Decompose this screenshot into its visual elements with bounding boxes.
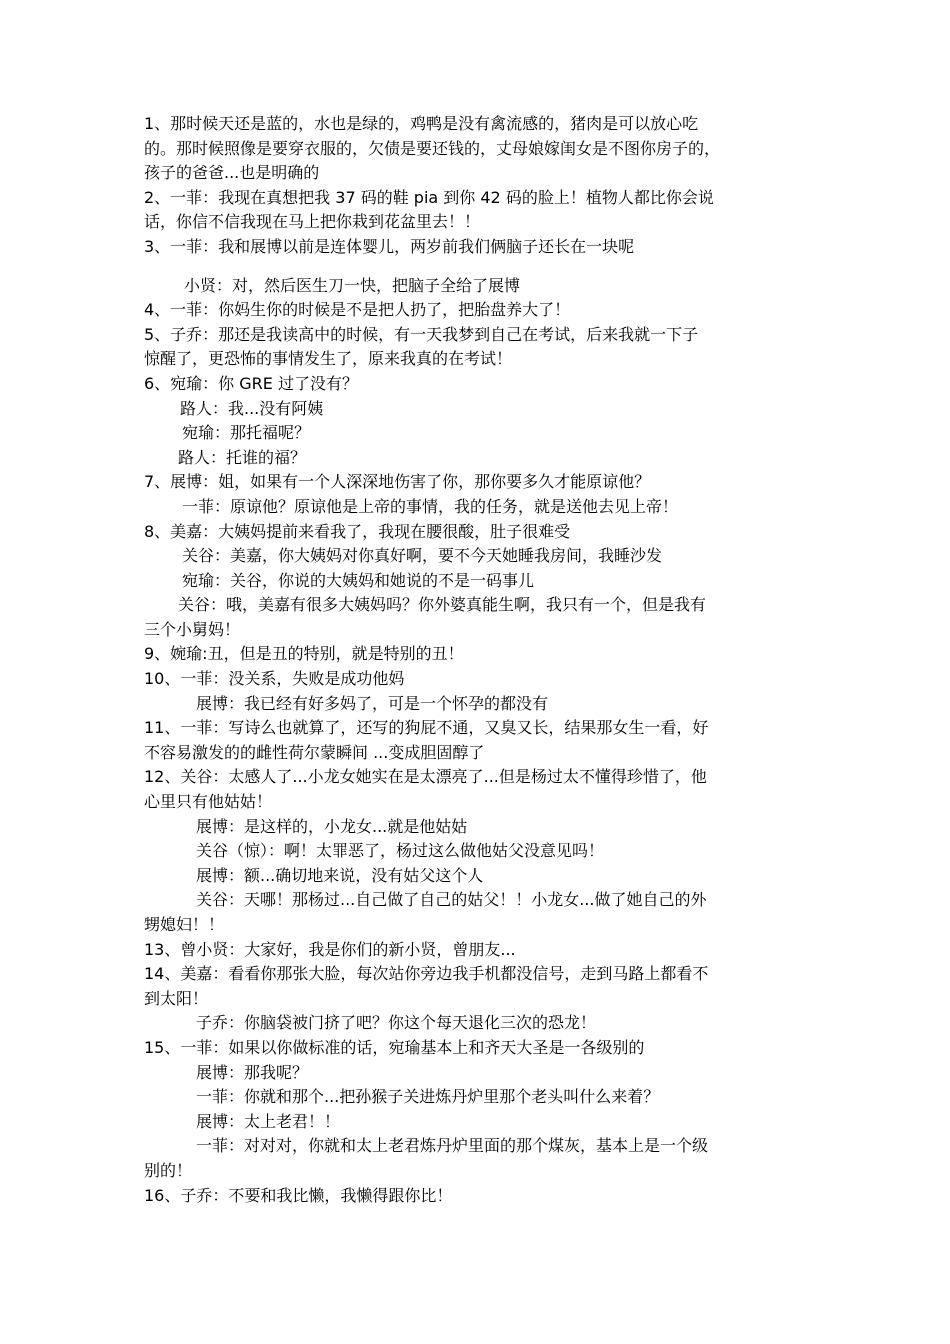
text-line: 4、一菲：你妈生你的时候是不是把人扔了，把胎盘养大了！ [144,300,571,320]
text-line: 宛瑜：那托福呢？ [182,423,311,443]
text-line: 5、子乔：那还是我读高中的时候，有一天我梦到自己在考试，后来我就一下子 [144,324,699,344]
text-line: 16、子乔：不要和我比懒，我懒得跟你比！ [144,1185,453,1205]
text-line: 一菲：对对对，你就和太上老君炼丹炉里面的那个煤灰，基本上是一个级 [196,1136,709,1156]
text-line: 子乔：你脑袋被门挤了吧？你这个每天退化三次的恐龙！ [196,1013,597,1033]
text-line: 10、一菲：没关系，失败是成功他妈 [144,669,405,689]
text-line: 关谷：哦，美嘉有很多大姨妈吗？你外婆真能生啊，我只有一个，但是我有 [178,595,707,615]
text-line: 心里只有他姑姑！ [144,792,273,812]
text-line: 展博：太上老君！！ [196,1111,341,1131]
text-line: 15、一菲：如果以你做标准的话，宛瑜基本上和齐天大圣是一各级别的 [144,1037,645,1057]
text-line: 6、宛瑜：你 GRE 过了没有？ [144,373,358,393]
text-line: 展博：是这样的，小龙女...就是他姑姑 [196,816,468,836]
paragraph-gap [144,260,810,274]
text-line: 关谷（惊）：啊！太罪恶了，杨过这么做他姑父没意见吗！ [196,841,605,861]
text-line: 宛瑜：关谷，你说的大姨妈和她说的不是一码事儿 [182,570,535,590]
text-line: 的。那时候照像是要穿衣服的，欠债是要还钱的，丈母娘嫁闺女是不图你房子的， [144,138,721,158]
text-line: 展博：我已经有好多妈了，可是一个怀孕的都没有 [196,693,549,713]
text-line: 9、婉瑜:丑，但是丑的特别，就是特别的丑！ [144,644,464,664]
text-line: 小贤：对，然后医生刀一快，把脑子全给了展博 [184,275,521,295]
text-line: 孩子的爸爸...也是明确的 [144,163,320,183]
text-line: 甥媳妇！！ [144,915,225,934]
text-line: 展博：那我呢？ [196,1062,309,1082]
text-line: 展博：额...确切地来说，没有姑父这个人 [196,865,484,885]
text-line: 13、曾小贤：大家好，我是你们的新小贤，曾朋友... [144,939,516,959]
text-line: 三个小舅妈！ [144,619,241,639]
text-line: 12、关谷：太感人了...小龙女她实在是太漂亮了...但是杨过太不懂得珍惜了，他 [144,767,707,787]
text-line: 7、展博：姐，如果有一个人深深地伤害了你，那你要多久才能原谅他？ [144,472,651,492]
document-body [144,112,810,1208]
text-line: 一菲：你就和那个...把孙猴子关进炼丹炉里那个老头叫什么来着？ [196,1087,660,1107]
text-line: 3、一菲：我和展博以前是连体婴儿，两岁前我们俩脑子还长在一块呢 [144,236,635,256]
text-line: 路人：我...没有阿姨 [180,398,324,418]
text-line: 别的！ [144,1160,193,1180]
text-line: 一菲：原谅他？原谅他是上帝的事情，我的任务，就是送他去见上帝！ [182,496,679,516]
text-line: 2、一菲：我现在真想把我 37 码的鞋 pia 到你 42 码的脸上！植物人都比你会说 [144,187,714,207]
text-line: 关谷：美嘉，你大姨妈对你真好啊，要不今天她睡我房间，我睡沙发 [182,546,663,566]
text-line: 路人：托谁的福？ [178,447,307,467]
text-line: 到太阳！ [144,988,209,1008]
text-line: 关谷：天哪！那杨过...自己做了自己的姑父！！小龙女...做了她自己的外 [196,890,707,910]
text-line: 1、那时候天还是蓝的，水也是绿的，鸡鸭是没有禽流感的，猪肉是可以放心吃 [144,114,699,133]
text-line: 11、一菲：写诗么也就算了，还写的狗屁不通，又臭又长，结果那女生一看，好 [144,718,709,738]
text-line: 话，你信不信我现在马上把你栽到花盆里去！！ [144,212,481,232]
text-line: 8、美嘉：大姨妈提前来看我了，我现在腰很酸，肚子很难受 [144,521,571,541]
text-line: 不容易激发的的雌性荷尔蒙瞬间 ...变成胆固醇了 [144,742,485,762]
text-line: 惊醒了，更恐怖的事情发生了，原来我真的在考试！ [144,349,513,369]
text-line: 14、美嘉：看看你那张大脸，每次站你旁边我手机都没信号，走到马路上都看不 [144,964,709,984]
